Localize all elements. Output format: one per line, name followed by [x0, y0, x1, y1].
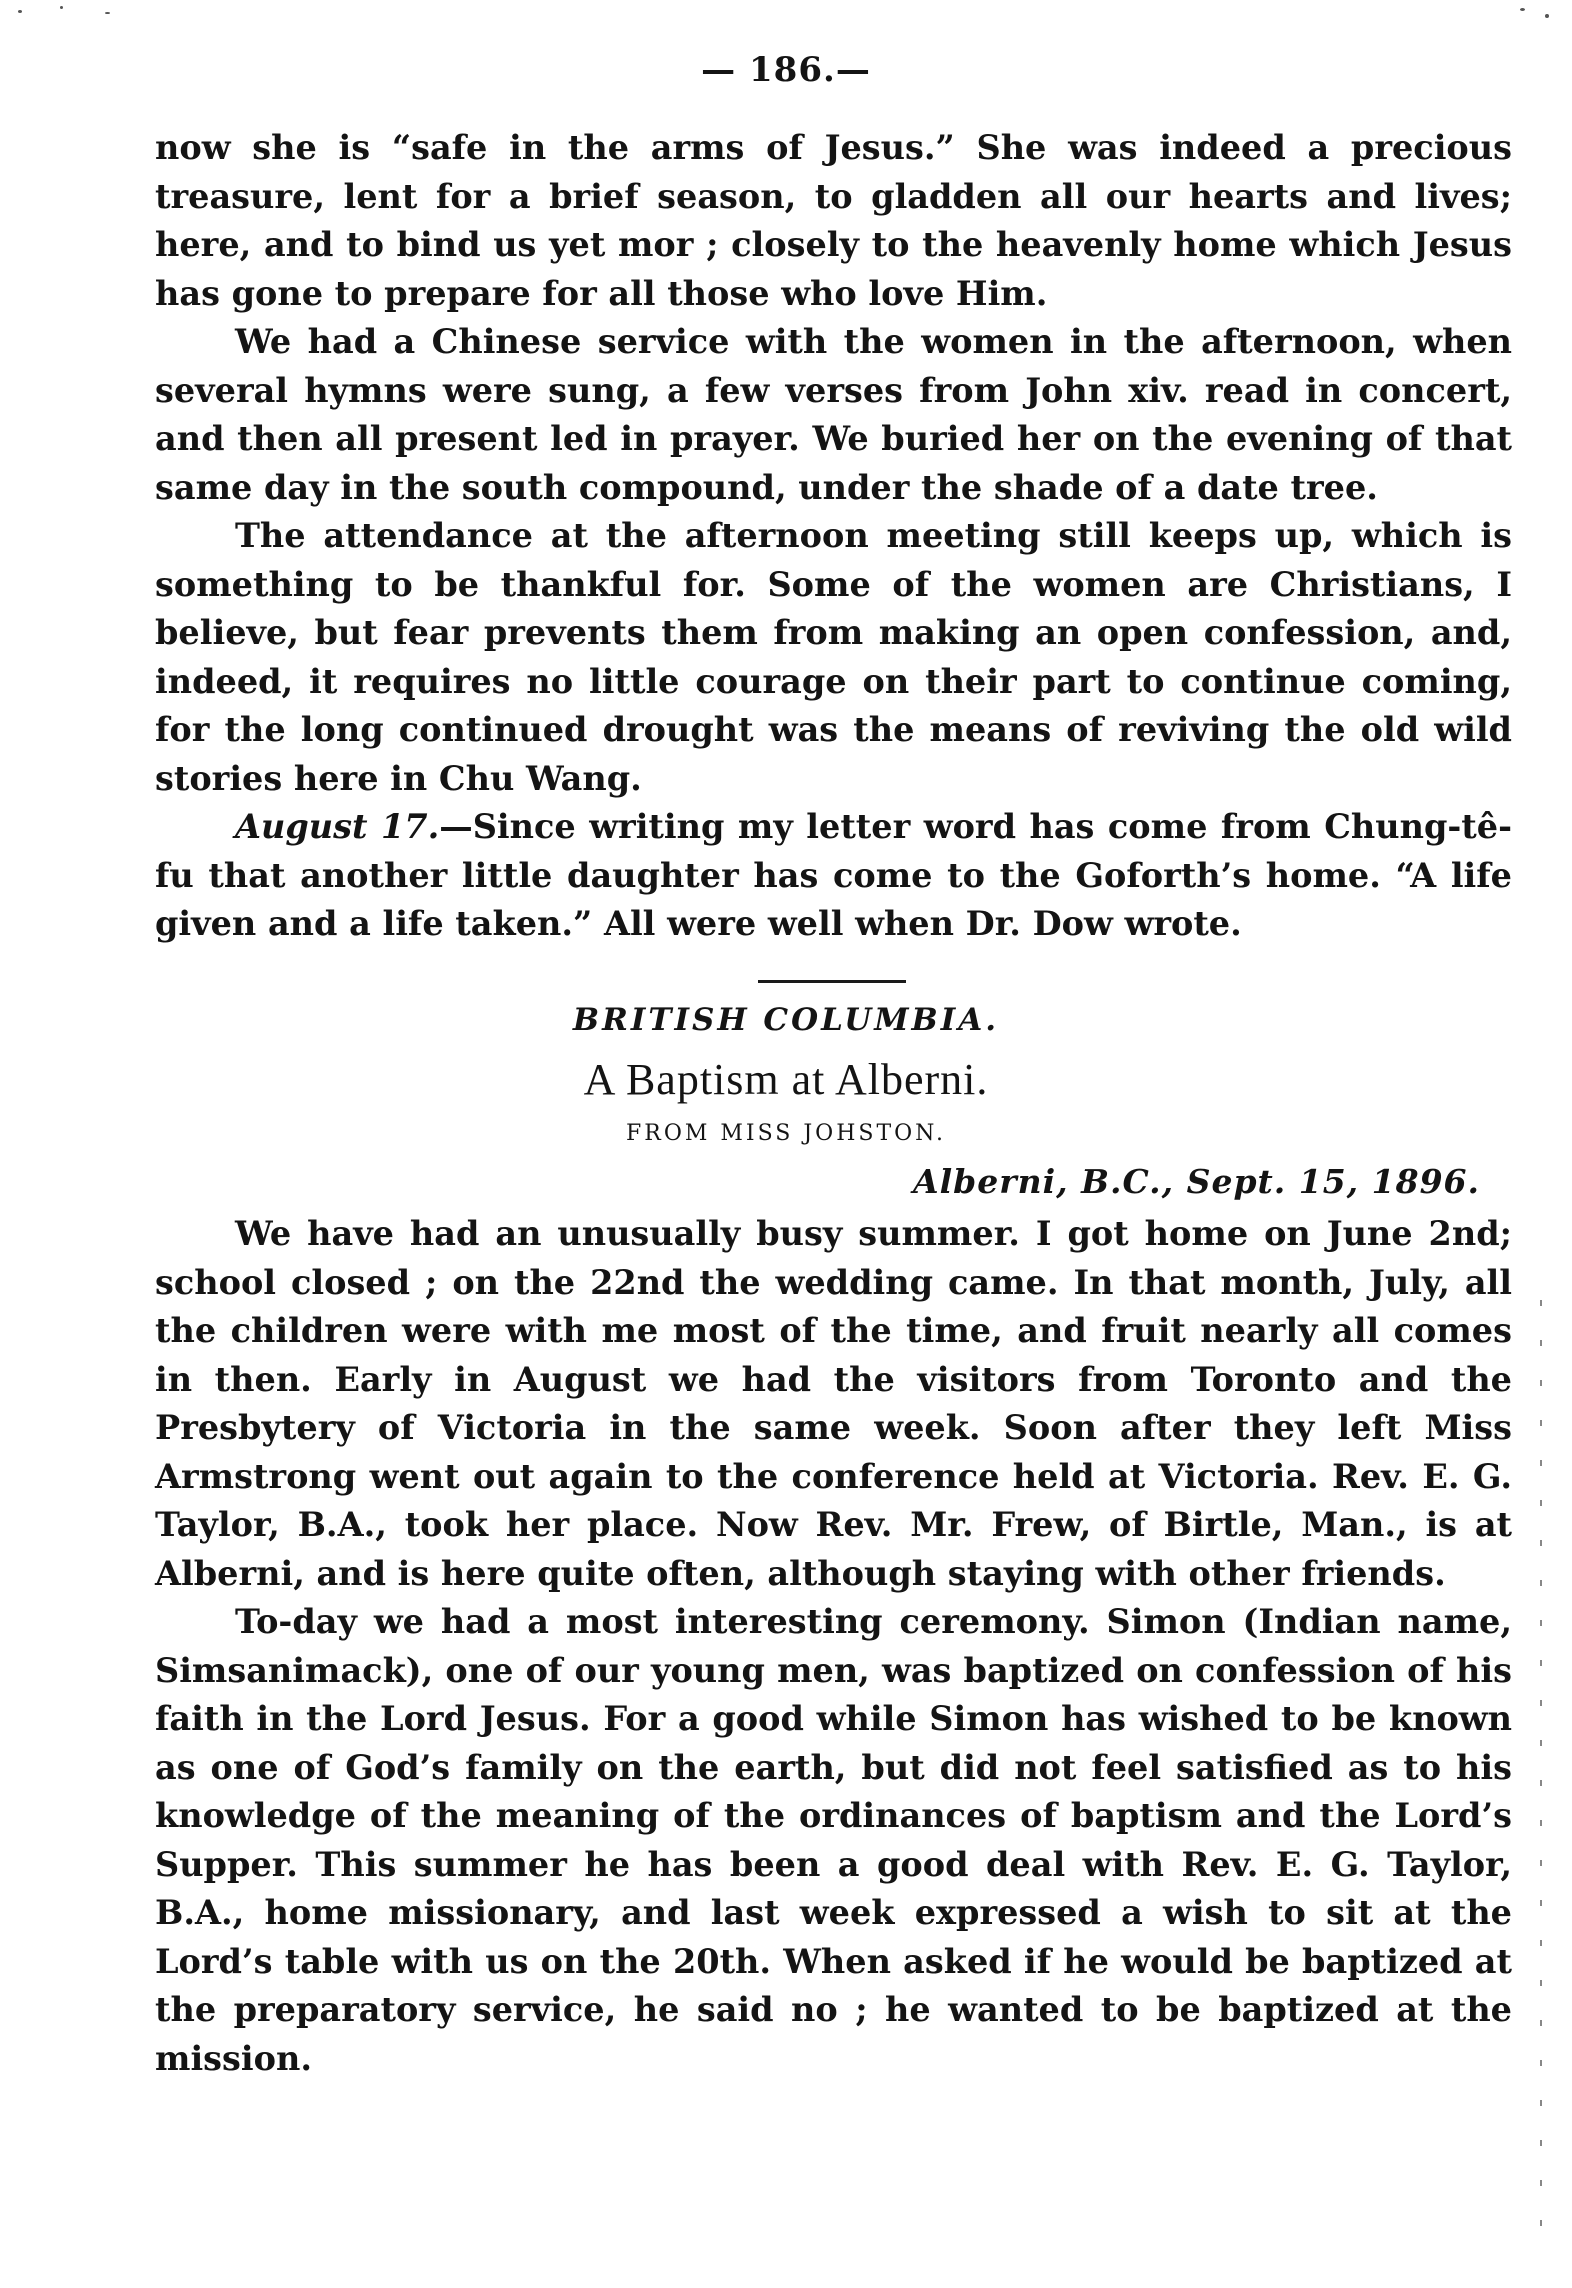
scan-speck: [1545, 14, 1549, 18]
article-body: [155, 1210, 1512, 2083]
dateline: Alberni, B.C., Sept. 15, 1896.: [913, 1162, 1480, 1201]
paragraph: now she is “safe in the arms of Jesus.” She was indeed a precious treasure, lent for a brief season, to gladden all our hearts and lives; here, and to bind us yet mor ; closely to the heavenly home which Jesus has gone to prepare for all those who love Him.: [155, 128, 1512, 313]
page-number: — 186.—: [701, 50, 871, 90]
postscript-date: August 17.: [235, 807, 440, 846]
paragraph: To-day we had a most interesting ceremony. Simon (Indian name, Simsanimack), one of our young men, was baptized on confession of his faith in the Lord Jesus. For a good while Simon has wished to be known as one of God’s family on the earth, but did not feel satisfied as to his knowledge of the meaning of the ordinances of baptism and the Lord’s Supper. This summer he has been a good deal with Rev. E. G. Taylor, B.A., home missionary, and last week expressed a wish to sit at the Lord’s table with us on the 20th. When asked if he would be baptized at the preparatory service, he said no ; he wanted to be baptized at the mission.: [155, 1602, 1512, 2078]
section-heading: BRITISH COLUMBIA.: [572, 1002, 1000, 1038]
scan-speck: [1520, 8, 1525, 11]
postscript-text: —Since writing my letter word has come from Chung-tê-fu that another little daughter has come to the Goforth’s home. “A life given and a life taken.” All were well when Dr. Dow wrote.: [155, 807, 1512, 943]
scan-speck: [105, 12, 110, 14]
paragraph: The attendance at the afternoon meeting still keeps up, which is something to be thankful for. Some of the women are Christians, I believe, but fear prevents them from making an open confession, and, indeed, it requires no little courage on their part to continue coming, for the long continued drought was the means of reviving the old wild stories here in Chu Wang.: [155, 516, 1512, 798]
scan-speck: [60, 6, 63, 9]
scan-edge-marks: [1540, 1300, 1542, 2260]
letter-continuation: [155, 124, 1512, 949]
article-title: A Baptism at Alberni.: [583, 1055, 989, 1104]
postscript-paragraph: [155, 803, 1512, 949]
paragraph: We had a Chinese service with the women in the afternoon, when several hymns were sung, a few verses from John xiv. read in concert, and then all present led in prayer. We buried her on the evening of that same day in the south compound, under the shade of a date tree.: [155, 322, 1512, 507]
scan-speck: [18, 10, 22, 13]
paragraph: We have had an unusually busy summer. I got home on June 2nd; school closed ; on the 22nd the wedding came. In that month, July, all the children were with me most of the time, and fruit nearly all comes in then. Early in August we had the visitors from Toronto and the Presbytery of Victoria in the same week. Soon after they left Miss Armstrong went out again to the conference held at Victoria. Rev. E. G. Taylor, B.A., took her place. Now Rev. Mr. Frew, of Birtle, Man., is at Alberni, and is here quite often, although staying with other friends.: [155, 1214, 1512, 1593]
section-divider: [758, 980, 906, 983]
byline: FROM MISS JOHSTON.: [625, 1121, 946, 1146]
